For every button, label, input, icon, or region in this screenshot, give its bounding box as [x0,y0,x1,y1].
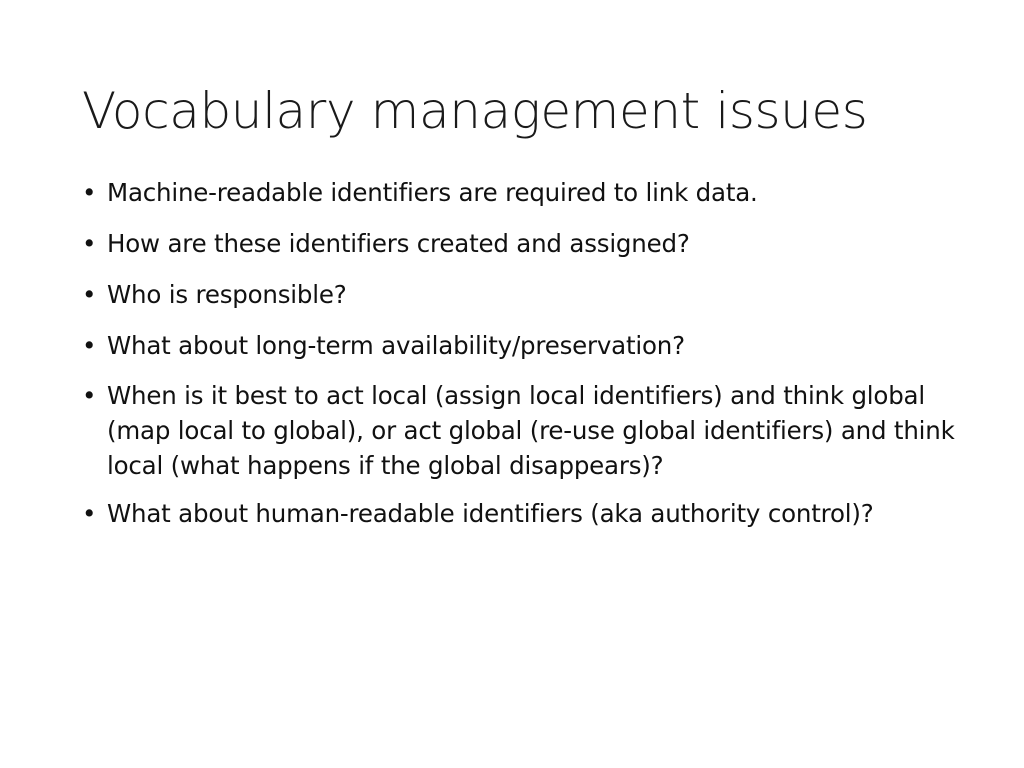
bullet-text: How are these identifiers created and assigned? [107,229,690,258]
bullet-item [82,276,962,314]
bullet-text: What about long-term availability/preservation? [107,331,685,360]
bullet-dot-icon: • [82,229,97,258]
bullet-item [82,378,962,483]
slide-title: Vocabulary management issues [82,82,868,140]
bullet-item [82,225,962,263]
bullet-item [82,496,962,531]
bullet-dot-icon: • [82,178,97,207]
bullet-dot-icon: • [82,280,97,309]
bullet-item [82,327,962,365]
bullet-dot-icon: • [82,381,97,410]
bullet-item [82,174,962,212]
bullet-text: Who is responsible? [107,280,347,309]
bullet-list [82,174,962,544]
bullet-dot-icon: • [82,331,97,360]
bullet-text: When is it best to act local (assign local identifiers) and think global (map local to global), or act global (re-use global identifiers) and think local (what happens if the global disappears)? [107,381,955,480]
bullet-dot-icon: • [82,499,97,528]
bullet-text: What about human-readable identifiers (aka authority control)? [107,499,874,528]
bullet-text: Machine-readable identifiers are required to link data. [107,178,758,207]
